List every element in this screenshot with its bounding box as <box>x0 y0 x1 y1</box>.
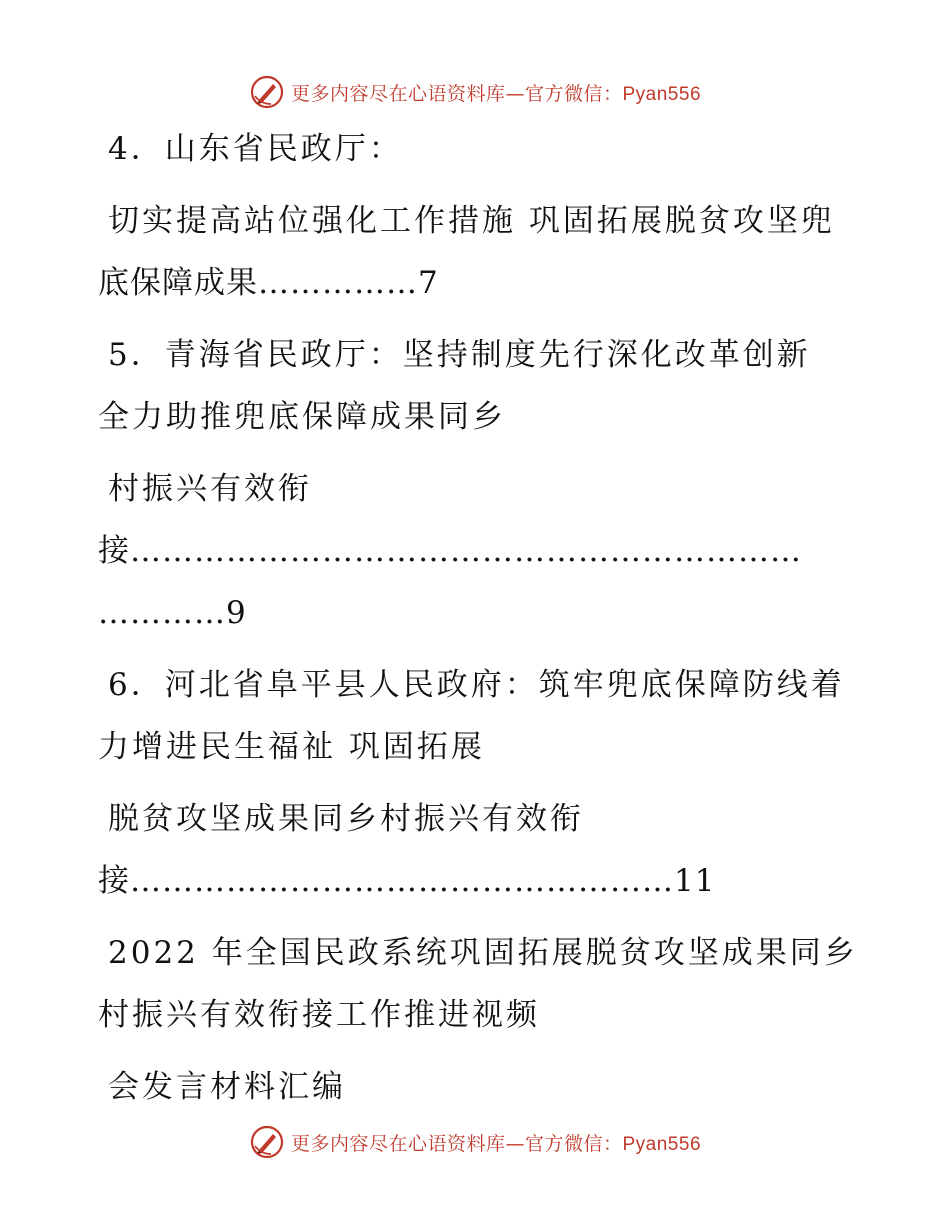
toc-line: 全力助推兜底保障成果同乡 <box>98 399 506 435</box>
toc-line: 脱贫攻坚成果同乡村振兴有效衔 <box>108 801 584 837</box>
toc-line: 4．山东省民政厅： <box>108 131 403 167</box>
toc-entry <box>98 1056 858 1118</box>
pen-logo-icon <box>249 74 285 110</box>
toc-line: 底保障成果……………7 <box>98 265 439 301</box>
toc-line: 会发言材料汇编 <box>108 1069 346 1105</box>
footer-watermark <box>0 1122 950 1162</box>
toc-line: 6．河北省阜平县人民政府：筑牢兜底保障防线着 <box>108 667 845 703</box>
watermark-text: 更多内容尽在心语资料库—官方微信：Pyan556 <box>290 82 702 105</box>
toc-entry <box>98 324 858 448</box>
toc-line: 接……………………………………………11 <box>98 863 716 899</box>
toc-line: 5．青海省民政厅：坚持制度先行深化改革创新 <box>108 337 811 373</box>
toc-line: 接……………………………………………………… <box>98 533 802 569</box>
pen-logo-icon <box>249 1124 285 1160</box>
toc-line: 2022 年全国民政系统巩固拓展脱贫攻坚成果同乡 <box>108 935 858 971</box>
toc-line: 力增进民生福祉 巩固拓展 <box>98 729 485 765</box>
header-watermark <box>0 72 950 112</box>
toc-entry <box>98 654 858 778</box>
toc-entry <box>98 190 858 314</box>
toc-entry <box>98 458 858 644</box>
watermark-text: 更多内容尽在心语资料库—官方微信：Pyan556 <box>290 1132 702 1155</box>
toc-entry <box>98 788 858 912</box>
toc-line: 村振兴有效衔接工作推进视频 <box>98 997 540 1033</box>
toc-line: 切实提高站位强化工作措施 巩固拓展脱贫攻坚兜 <box>108 203 835 239</box>
toc-content <box>98 118 858 1118</box>
toc-entry <box>98 118 858 180</box>
toc-entry <box>98 922 858 1046</box>
toc-line: 村振兴有效衔 <box>108 471 312 507</box>
toc-line: …………9 <box>98 595 247 631</box>
